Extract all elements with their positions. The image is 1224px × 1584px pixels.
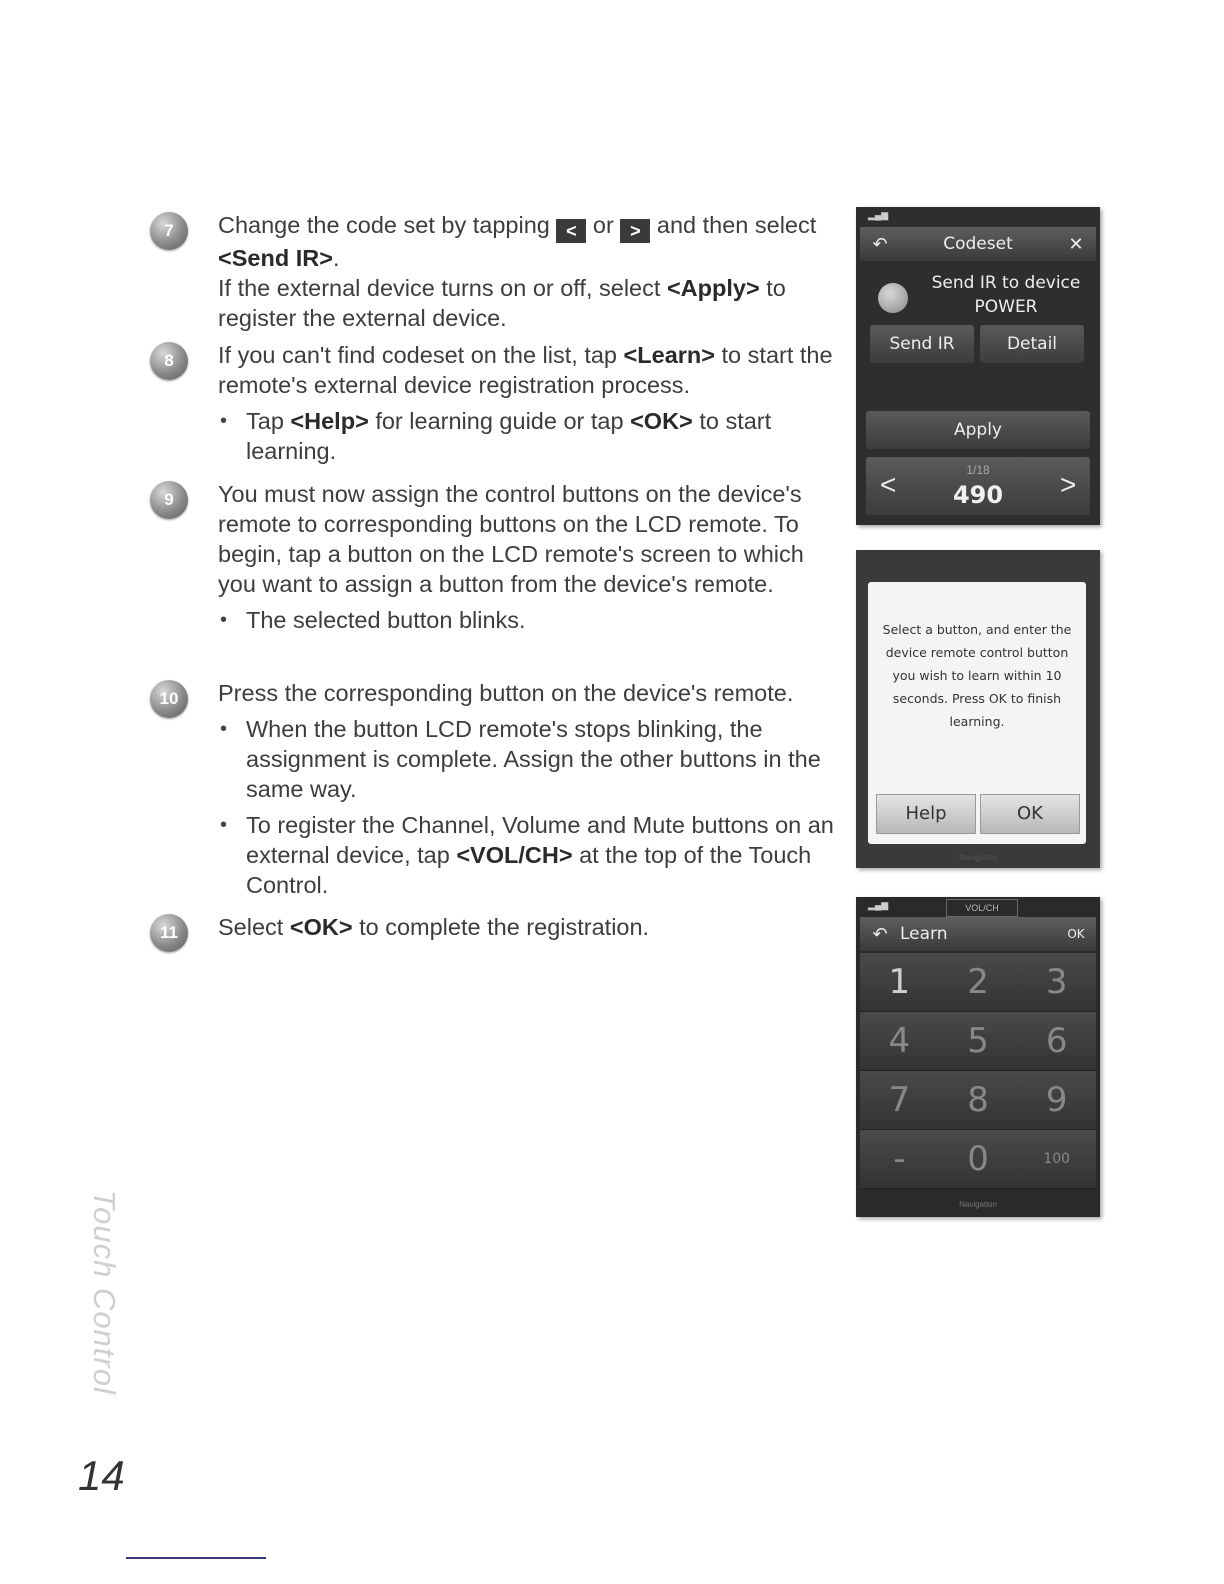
title-bar [860,227,1096,261]
text: To register the Channel, Volume and Mute buttons on an external device, tap [246,812,834,868]
text: Tap [246,408,284,434]
step-text [218,912,838,942]
prev-arrow-icon[interactable]: < [880,469,897,500]
ok-label: <OK> [630,408,693,434]
key[interactable]: 8 [967,1080,989,1120]
step-number-badge: 10 [150,680,188,718]
keypad-row [860,953,1096,1012]
send-ir-button[interactable]: Send IR [870,325,974,363]
ok-button[interactable]: OK [1067,927,1085,941]
dialog-message: Select a button, and enter the device remote control button you wish to learn within 10 seconds. Press OK to finish learning. [882,622,1072,729]
key[interactable]: - [893,1139,906,1179]
text: to register the external device. [218,275,786,331]
key[interactable]: 100 [1043,1151,1071,1167]
screen-title: Codeset [943,234,1013,254]
text: or [592,212,614,238]
footer-divider [126,1557,266,1559]
title-bar [860,917,1096,951]
back-icon[interactable]: ↶ [872,233,888,255]
step-text [218,210,838,333]
key[interactable]: 9 [1045,1080,1068,1120]
step-number-badge: 7 [150,212,188,250]
status-bar: ▂▄▆ [868,210,889,220]
help-button[interactable]: Help [876,794,976,834]
detail-button[interactable]: Detail [980,325,1084,363]
learn-keypad-screenshot [856,897,1100,1217]
keypad-row [860,1071,1096,1130]
text: to start learning. [246,408,772,464]
prev-arrow-icon: < [556,219,586,243]
key[interactable]: 6 [1045,1021,1068,1061]
text: The selected button blinks. [246,607,526,633]
bullet [218,605,838,635]
ok-label: <OK> [289,914,353,940]
close-icon[interactable]: ✕ [1068,233,1084,255]
send-ir-label: <Send IR> [218,245,333,271]
keypad-row [860,1130,1096,1189]
vol-ch-tab[interactable]: VOL/CH [946,899,1018,917]
ok-button[interactable]: OK [980,794,1080,834]
step-text [218,678,858,900]
apply-button[interactable]: Apply [866,411,1090,449]
learn-dialog-screenshot [856,550,1100,868]
text: When the button LCD remote's stops blinking, the assignment is complete. Assign the other buttons in the same way. [246,716,821,802]
bullet [218,406,838,466]
text: You must now assign the control buttons on the device's remote to corresponding buttons on the LCD remote. To begin, tap a button on the LCD remote's screen to which you want to assign a button from the device's remote. [218,481,804,597]
codeset-screenshot [856,207,1100,525]
step-text [218,340,838,466]
apply-label: <Apply> [666,275,760,301]
back-icon[interactable]: ↶ [872,923,888,945]
text: If you can't find codeset on the list, tap [218,342,618,368]
page-number: 14 [78,1452,125,1499]
next-arrow-icon[interactable]: > [1060,469,1077,500]
dialog [868,582,1086,844]
vol-ch-label: <VOL/CH> [456,842,573,868]
key[interactable]: 1 [888,962,911,1002]
help-label: <Help> [290,408,369,434]
text: Select [218,914,284,940]
text: and then select [656,212,817,238]
step-number-badge: 8 [150,342,188,380]
side-section-label: Touch Control [87,1190,122,1395]
text: for learning guide or tap [375,408,624,434]
step-number-badge: 9 [150,481,188,519]
text: to start the remote's external device registration process. [218,342,833,398]
page-indicator: 1/18 [966,463,990,477]
screen-title: Learn [900,924,948,944]
text: to complete the registration. [359,914,650,940]
key[interactable]: 3 [1045,962,1068,1002]
key[interactable]: 4 [888,1021,911,1061]
text: If the external device turns on or off, select [218,275,661,301]
step-text [218,479,838,635]
footer-label: Navigation [959,1200,997,1209]
key[interactable]: 7 [888,1080,911,1120]
text: Press the corresponding button on the device's remote. [218,680,794,706]
footer-label: Navigation [959,853,997,862]
codeset-number: 490 [952,481,1004,509]
text: . [332,245,340,271]
bullet [218,714,858,804]
power-text: POWER [974,297,1038,317]
keypad-row [860,1012,1096,1071]
key[interactable]: 2 [967,962,989,1002]
radio-icon[interactable] [878,283,908,313]
text: at the top of the Touch Control. [246,842,812,898]
learn-label: <Learn> [623,342,715,368]
key[interactable]: 5 [967,1021,989,1061]
step-number-badge: 11 [150,914,188,952]
bullet [218,810,858,900]
key[interactable]: 0 [967,1139,989,1179]
send-ir-text: Send IR to device [931,273,1081,293]
status-bar: ▂▄▆ VOL/CH [856,897,1100,917]
keypad [860,953,1096,1189]
next-arrow-icon: > [620,219,650,243]
text: Change the code set by tapping [218,212,550,238]
